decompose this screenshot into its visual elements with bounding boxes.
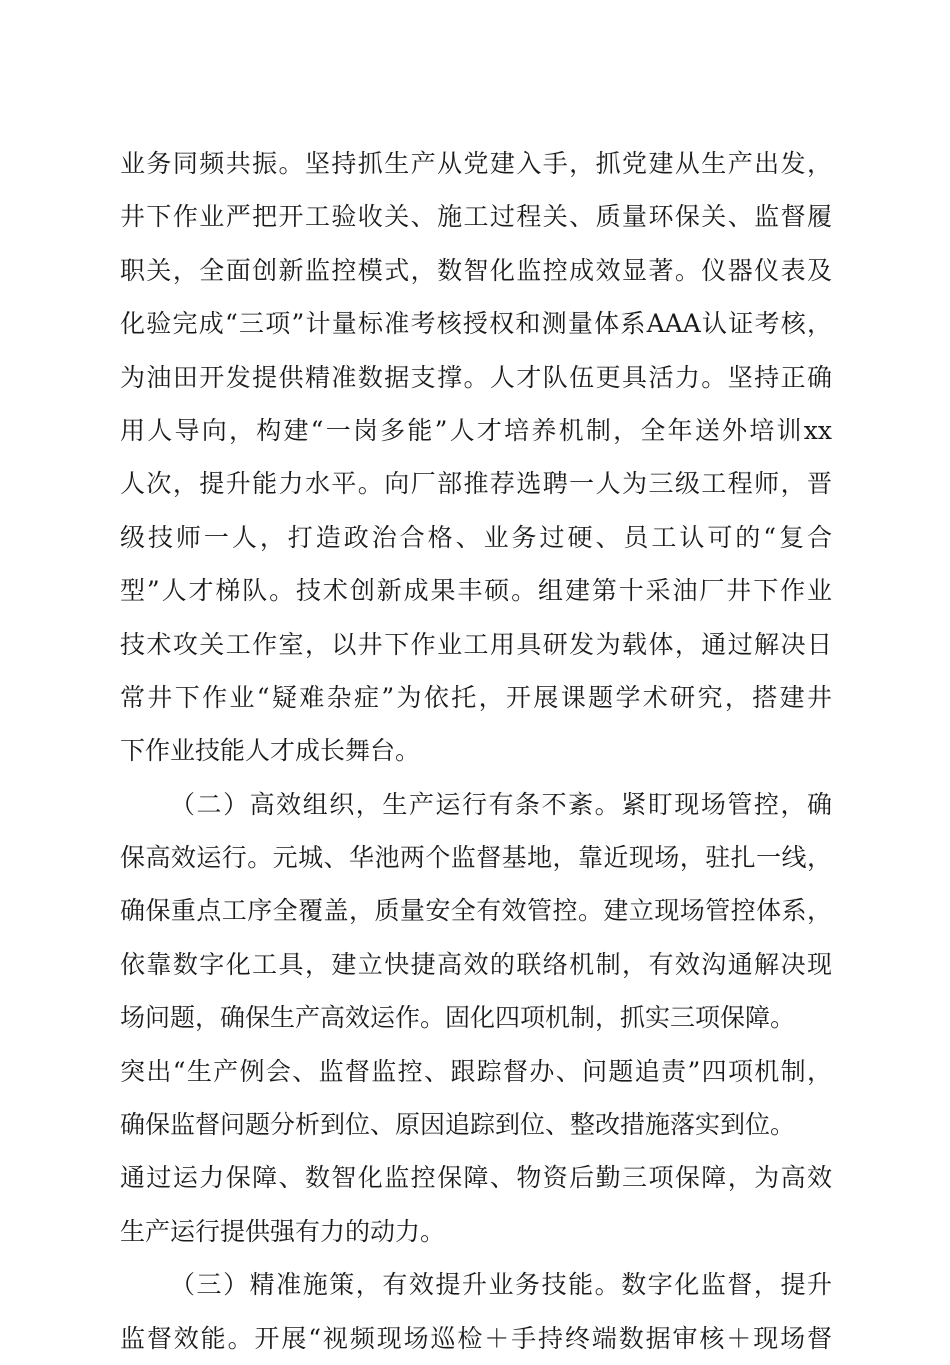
text-line: 突出“生产例会、监督监控、跟踪督办、问题追责”四项机制，: [120, 1056, 832, 1086]
text-line: 级技师一人，打造政治合格、业务过硬、员工认可的“复合: [120, 522, 832, 552]
text-line: 井下作业严把开工验收关、施工过程关、质量环保关、监督履: [120, 202, 832, 232]
text-line: 生产运行提供强有力的动力。: [120, 1216, 446, 1246]
text-line: 依靠数字化工具，建立快捷高效的联络机制，有效沟通解决现: [120, 949, 832, 979]
body-text: [120, 137, 832, 1365]
text-line: 用人导向，构建“一岗多能”人才培养机制，全年送外培训xx: [120, 415, 832, 445]
text-line: 技术攻关工作室，以井下作业工用具研发为载体，通过解决日: [120, 629, 832, 659]
text-line: 下作业技能人才成长舞台。: [120, 736, 421, 766]
text-line: 保高效运行。元城、华池两个监督基地，靠近现场，驻扎一线，: [120, 843, 832, 873]
text-line: 监督效能。开展“视频现场巡检＋手持终端数据审核＋现场督: [120, 1323, 832, 1353]
text-line: 人次，提升能力水平。向厂部推荐选聘一人为三级工程师，晋: [120, 469, 832, 499]
text-line: 化验完成“三项”计量标准考核授权和测量体系AAA认证考核，: [120, 309, 832, 339]
text-line: 确保重点工序全覆盖，质量安全有效管控。建立现场管控体系，: [120, 896, 832, 926]
text-line: 确保监督问题分析到位、原因追踪到位、整改措施落实到位。: [120, 1110, 796, 1140]
text-line: 型”人才梯队。技术创新成果丰硕。组建第十采油厂井下作业: [120, 576, 832, 606]
section-heading-line: （三）精准施策，有效提升业务技能。数字化监督，提升: [170, 1270, 832, 1300]
text-line: 场问题，确保生产高效运作。固化四项机制，抓实三项保障。: [120, 1003, 796, 1033]
text-line: 为油田开发提供精准数据支撑。人才队伍更具活力。坚持正确: [120, 362, 832, 392]
text-line: 职关，全面创新监控模式，数智化监控成效显著。仪器仪表及: [120, 255, 832, 285]
text-line: 业务同频共振。坚持抓生产从党建入手，抓党建从生产出发，: [120, 149, 832, 178]
text-line: 常井下作业“疑难杂症”为依托，开展课题学术研究，搭建井: [120, 682, 832, 712]
text-line: 通过运力保障、数智化监控保障、物资后勤三项保障，为高效: [120, 1163, 832, 1193]
section-heading-line: （二）高效组织，生产运行有条不紊。紧盯现场管控，确: [170, 789, 832, 819]
